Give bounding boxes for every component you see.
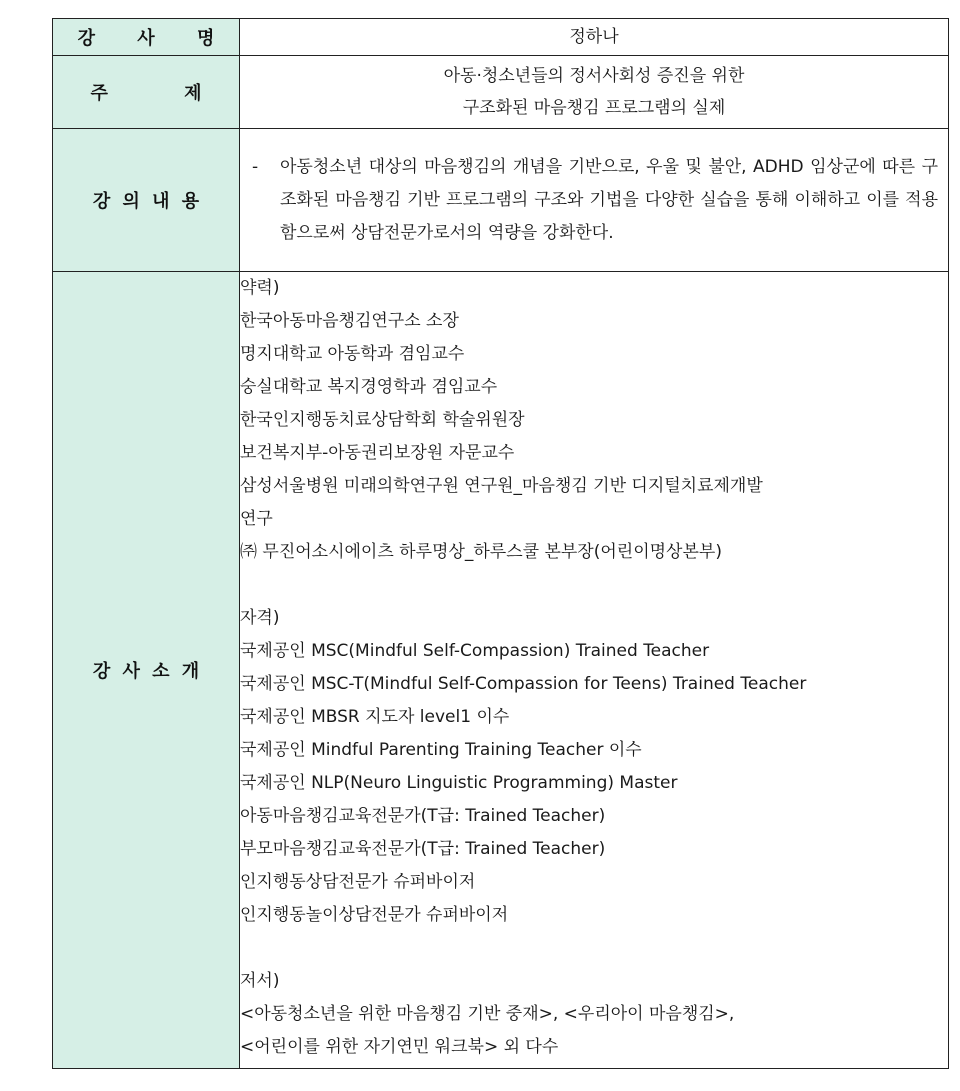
lecture-content-text: 아동청소년 대상의 마음챙김의 개념을 기반으로, 우울 및 불안, ADHD 임상군에 따른 구조화된 마음챙김 기반 프로그램의 구조와 기법을 다양한 실습을 통해 이해하고 이를 적용함으로써 상담전문가로서의 역량을 강화한다. — [280, 156, 938, 243]
certification-item: 국제공인 MBSR 지도자 level1 이수 — [240, 707, 510, 727]
lecture-content-value — [240, 129, 949, 272]
lecture-info-table — [52, 18, 949, 1069]
instructor-intro-value — [240, 272, 949, 1069]
label-text: 강 사 명 — [77, 28, 233, 49]
label-topic — [53, 56, 240, 129]
label-text: 주 제 — [90, 83, 202, 104]
book-item: <어린이를 위한 자기연민 워크북> 외 다수 — [240, 1037, 559, 1057]
bullet-dash: - — [252, 156, 259, 177]
career-item: ㈜ 무진어소시에이츠 하루명상_하루스쿨 본부장(어린이명상본부) — [240, 542, 722, 562]
career-item: 연구 — [240, 509, 273, 529]
book-item: <아동청소년을 위한 마음챙김 기반 중재>, <우리아이 마음챙김>, — [240, 1004, 735, 1024]
label-instructor-intro — [53, 272, 240, 1069]
label-text: 강 사 소 개 — [92, 661, 200, 682]
certification-item: 인지행동놀이상담전문가 슈퍼바이저 — [240, 905, 509, 925]
spacer — [240, 932, 948, 965]
certification-item: 국제공인 NLP(Neuro Linguistic Programming) Master — [240, 773, 678, 793]
certification-item: 국제공인 MSC-T(Mindful Self-Compassion for Teens) Trained Teacher — [240, 674, 807, 694]
books-heading: 저서) — [240, 971, 280, 991]
row-topic — [53, 56, 949, 129]
career-item: 한국인지행동치료상담학회 학술위원장 — [240, 410, 525, 430]
career-heading: 약력) — [240, 278, 280, 298]
label-text: 강 의 내 용 — [92, 191, 200, 212]
certification-item: 국제공인 Mindful Parenting Training Teacher 이수 — [240, 740, 642, 760]
career-item: 한국아동마음챙김연구소 소장 — [240, 311, 459, 331]
topic-line-2: 구조화된 마음챙김 프로그램의 실제 — [462, 98, 726, 118]
certification-item: 부모마음챙김교육전문가(T급: Trained Teacher) — [240, 839, 606, 859]
row-instructor-intro — [53, 272, 949, 1069]
spacer — [240, 569, 948, 602]
topic-line-1: 아동·청소년들의 정서사회성 증진을 위한 — [443, 66, 745, 86]
row-lecture-content — [53, 129, 949, 272]
career-item: 삼성서울병원 미래의학연구원 연구원_마음챙김 기반 디지털치료제개발 — [240, 476, 763, 496]
certification-item: 국제공인 MSC(Mindful Self-Compassion) Trained Teacher — [240, 641, 710, 661]
label-instructor-name — [53, 19, 240, 56]
certification-item: 인지행동상담전문가 슈퍼바이저 — [240, 872, 476, 892]
certification-item: 아동마음챙김교육전문가(T급: Trained Teacher) — [240, 806, 606, 826]
label-lecture-content — [53, 129, 240, 272]
career-item: 보건복지부-아동권리보장원 자문교수 — [240, 443, 515, 463]
instructor-name: 정하나 — [240, 19, 949, 56]
certification-heading: 자격) — [240, 608, 280, 628]
topic-value — [240, 56, 949, 129]
career-item: 명지대학교 아동학과 겸임교수 — [240, 344, 465, 364]
career-item: 숭실대학교 복지경영학과 겸임교수 — [240, 377, 498, 397]
row-instructor-name — [53, 19, 949, 56]
